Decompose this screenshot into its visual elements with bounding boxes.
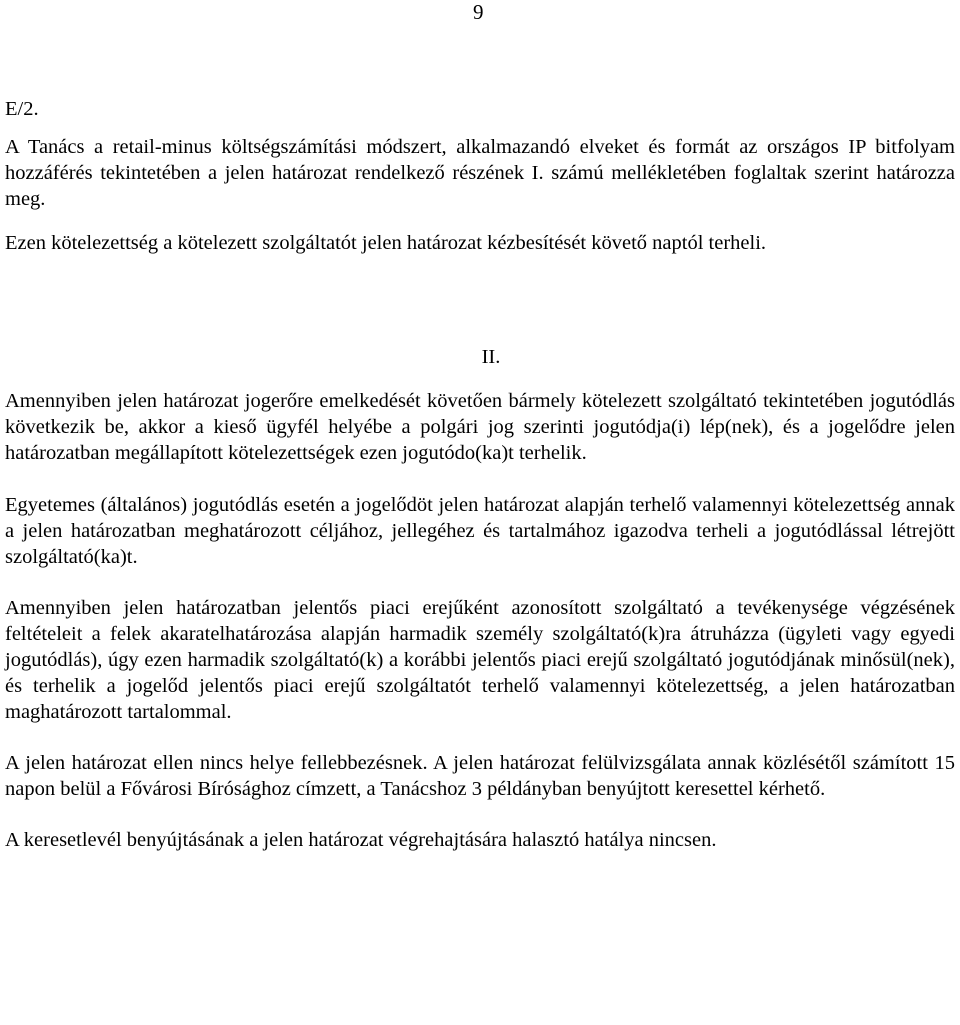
paragraph-suspensive-effect: A keresetlevél benyújtásának a jelen határozat végrehajtására halasztó hatálya nincsen. bbox=[5, 829, 717, 851]
section-label: E/2. bbox=[5, 98, 39, 120]
paragraph-legal-succession: Amennyiben jelen határozat jogerőre emelkedését követően bármely kötelezett szolgáltató tekintetében jogutódlás következik be, akkor a kieső ügyfél helyébe a polgári jog szerinti jogutódja(i) lép(nek), és a jogelődre jelen határozatban megállapított kötelezettségek ezen jogutódo(ka)t terhelik. bbox=[5, 390, 955, 464]
section-heading: II. bbox=[481, 346, 501, 368]
paragraph-universal-succession: Egyetemes (általános) jogutódlás esetén a jogelődöt jelen határozat alapján terhelő valamennyi kötelezettség annak a jelen határozatban meghatározott céljához, jellegéhez és tartalmához igazodva terheli a jogutódlással létrejött szolgáltató(ka)t. bbox=[5, 494, 955, 568]
paragraph-obligation-start: Ezen kötelezettség a kötelezett szolgáltatót jelen határozat kézbesítését követő naptól terheli. bbox=[5, 232, 767, 254]
page-number: 9 bbox=[473, 0, 484, 24]
document-body bbox=[5, 96, 955, 853]
paragraph-transfer-of-activity: Amennyiben jelen határozatban jelentős piaci erejűként azonosított szolgáltató a tevékenysége végzésének feltételeit a felek akaratelhatározása alapján harmadik személy szolgáltató(k)ra átruházza (ügyleti vagy egyedi jogutódlás), úgy ezen harmadik szolgáltató(k) a korábbi jelentős piaci erejű szolgáltató jogutódjának minősül(nek), és terhelik a jogelőd jelentős piaci erejű szolgáltatót terhelő valamennyi kötelezettség, a jelen határozatban maghatározott tartalommal. bbox=[5, 597, 955, 723]
paragraph-methodology: A Tanács a retail-minus költségszámítási módszert, alkalmazandó elveket és formát az országos IP bitfolyam hozzáférés tekintetében a jelen határozat rendelkező részének I. számú mellékletében foglaltak szerint határozza meg. bbox=[5, 136, 955, 210]
paragraph-appeal: A jelen határozat ellen nincs helye fellebbezésnek. A jelen határozat felülvizsgálata annak közlésétől számított 15 napon belül a Fővárosi Bírósághoz címzett, a Tanácshoz 3 példányban benyújtott keresettel kérhető. bbox=[5, 752, 955, 800]
